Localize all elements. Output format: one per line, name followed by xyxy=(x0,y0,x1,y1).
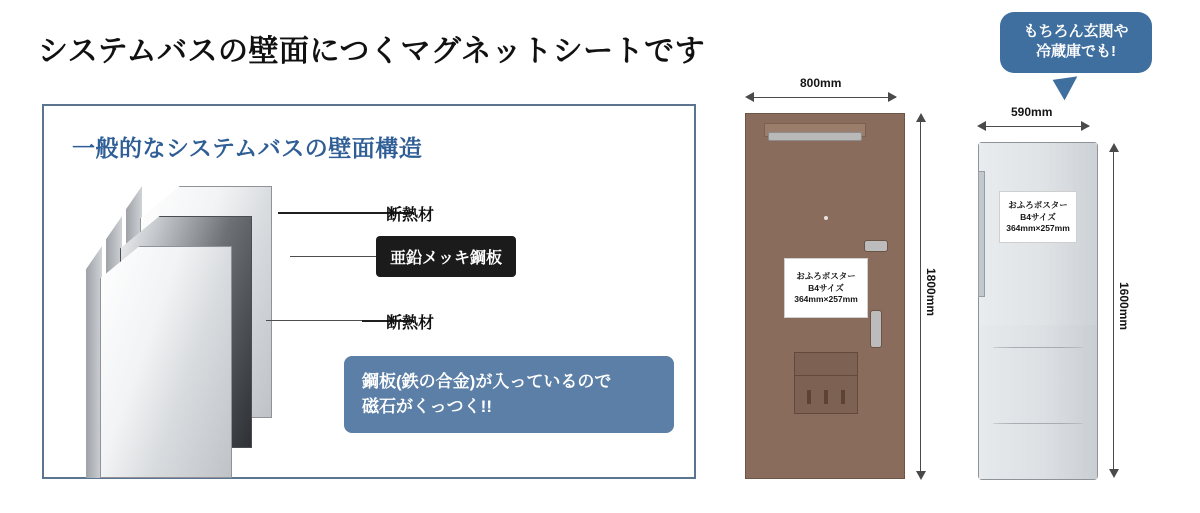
fridge-drawer-middle xyxy=(979,325,1097,402)
leader-line-bottom-thin xyxy=(266,320,366,321)
bath-shelf-divider xyxy=(795,375,857,376)
magnet-note-box xyxy=(344,356,674,433)
fridge-width-dimension-line xyxy=(985,126,1089,127)
bath-poster-line3: 364mm×257mm xyxy=(794,294,858,305)
bath-handle-horizontal xyxy=(864,240,888,252)
fridge-poster-line3: 364mm×257mm xyxy=(1006,223,1070,234)
bath-poster xyxy=(784,258,868,318)
wall-layers-illustration xyxy=(92,174,382,454)
wall-structure-panel xyxy=(42,104,696,479)
bath-poster-line1: おふろポスター xyxy=(796,271,856,282)
fridge-height-label: 1600mm xyxy=(1117,282,1131,331)
callout-bubble xyxy=(1000,12,1152,73)
fridge-height-arrow-up xyxy=(1109,143,1119,152)
fridge-drawer-bottom xyxy=(979,401,1097,479)
fridge-poster xyxy=(999,191,1077,243)
bath-width-arrow-left xyxy=(745,92,754,102)
bath-height-arrow-down xyxy=(916,471,926,480)
bath-height-arrow-up xyxy=(916,113,926,122)
bath-handle-vertical xyxy=(870,310,882,348)
page-title: システムバスの壁面につくマグネットシートです xyxy=(38,35,706,68)
bath-height-dimension-line xyxy=(920,120,921,478)
fridge-width-arrow-right xyxy=(1081,121,1090,131)
fridge-poster-line2: B4サイズ xyxy=(1020,211,1056,222)
label-insulation-bottom: 断熱材 xyxy=(386,315,435,332)
bath-width-dimension-line xyxy=(752,97,896,98)
layer-insulation-bottom xyxy=(100,246,232,478)
fridge-door-hinge xyxy=(978,171,985,297)
fridge-width-arrow-left xyxy=(977,121,986,131)
fridge-width-label: 590mm xyxy=(1011,105,1053,119)
layer-side-face xyxy=(86,246,102,478)
refrigerator-illustration xyxy=(978,142,1098,480)
fridge-drawer-line xyxy=(993,347,1083,348)
callout-bubble-tail xyxy=(1053,76,1081,101)
label-insulation-top: 断熱材 xyxy=(386,207,435,224)
callout-bubble-line2: 冷蔵庫でも! xyxy=(1036,43,1116,61)
grip-bar xyxy=(824,390,828,404)
grip-bar xyxy=(807,390,811,404)
grip-bar xyxy=(841,390,845,404)
fridge-height-dimension-line xyxy=(1113,150,1114,476)
bath-height-label: 1800mm xyxy=(924,268,938,317)
panel-title: 一般的なシステムバスの壁面構造 xyxy=(72,135,423,161)
magnet-note-line2: 磁石がくっつく!! xyxy=(362,396,492,416)
bath-poster-line2: B4サイズ xyxy=(808,282,844,293)
bath-wall-illustration xyxy=(745,113,905,479)
fridge-drawer-line xyxy=(993,423,1083,424)
magnet-note-line1: 鋼板(鉄の合金)が入っているので xyxy=(362,372,612,391)
callout-bubble-line1: もちろん玄関や xyxy=(1023,23,1129,40)
bath-width-label: 800mm xyxy=(800,76,842,90)
bath-width-arrow-right xyxy=(888,92,897,102)
fridge-height-arrow-down xyxy=(1109,469,1119,478)
fridge-poster-line1: おふろポスター xyxy=(1008,200,1068,211)
leader-line-middle xyxy=(290,256,382,257)
wall-dot xyxy=(824,216,828,220)
towel-bar xyxy=(768,132,862,141)
layer-face xyxy=(100,246,232,478)
bath-shelf xyxy=(794,352,858,414)
label-galvanized-steel: 亜鉛メッキ鋼板 xyxy=(376,236,516,277)
bath-shelf-grips xyxy=(807,390,845,404)
